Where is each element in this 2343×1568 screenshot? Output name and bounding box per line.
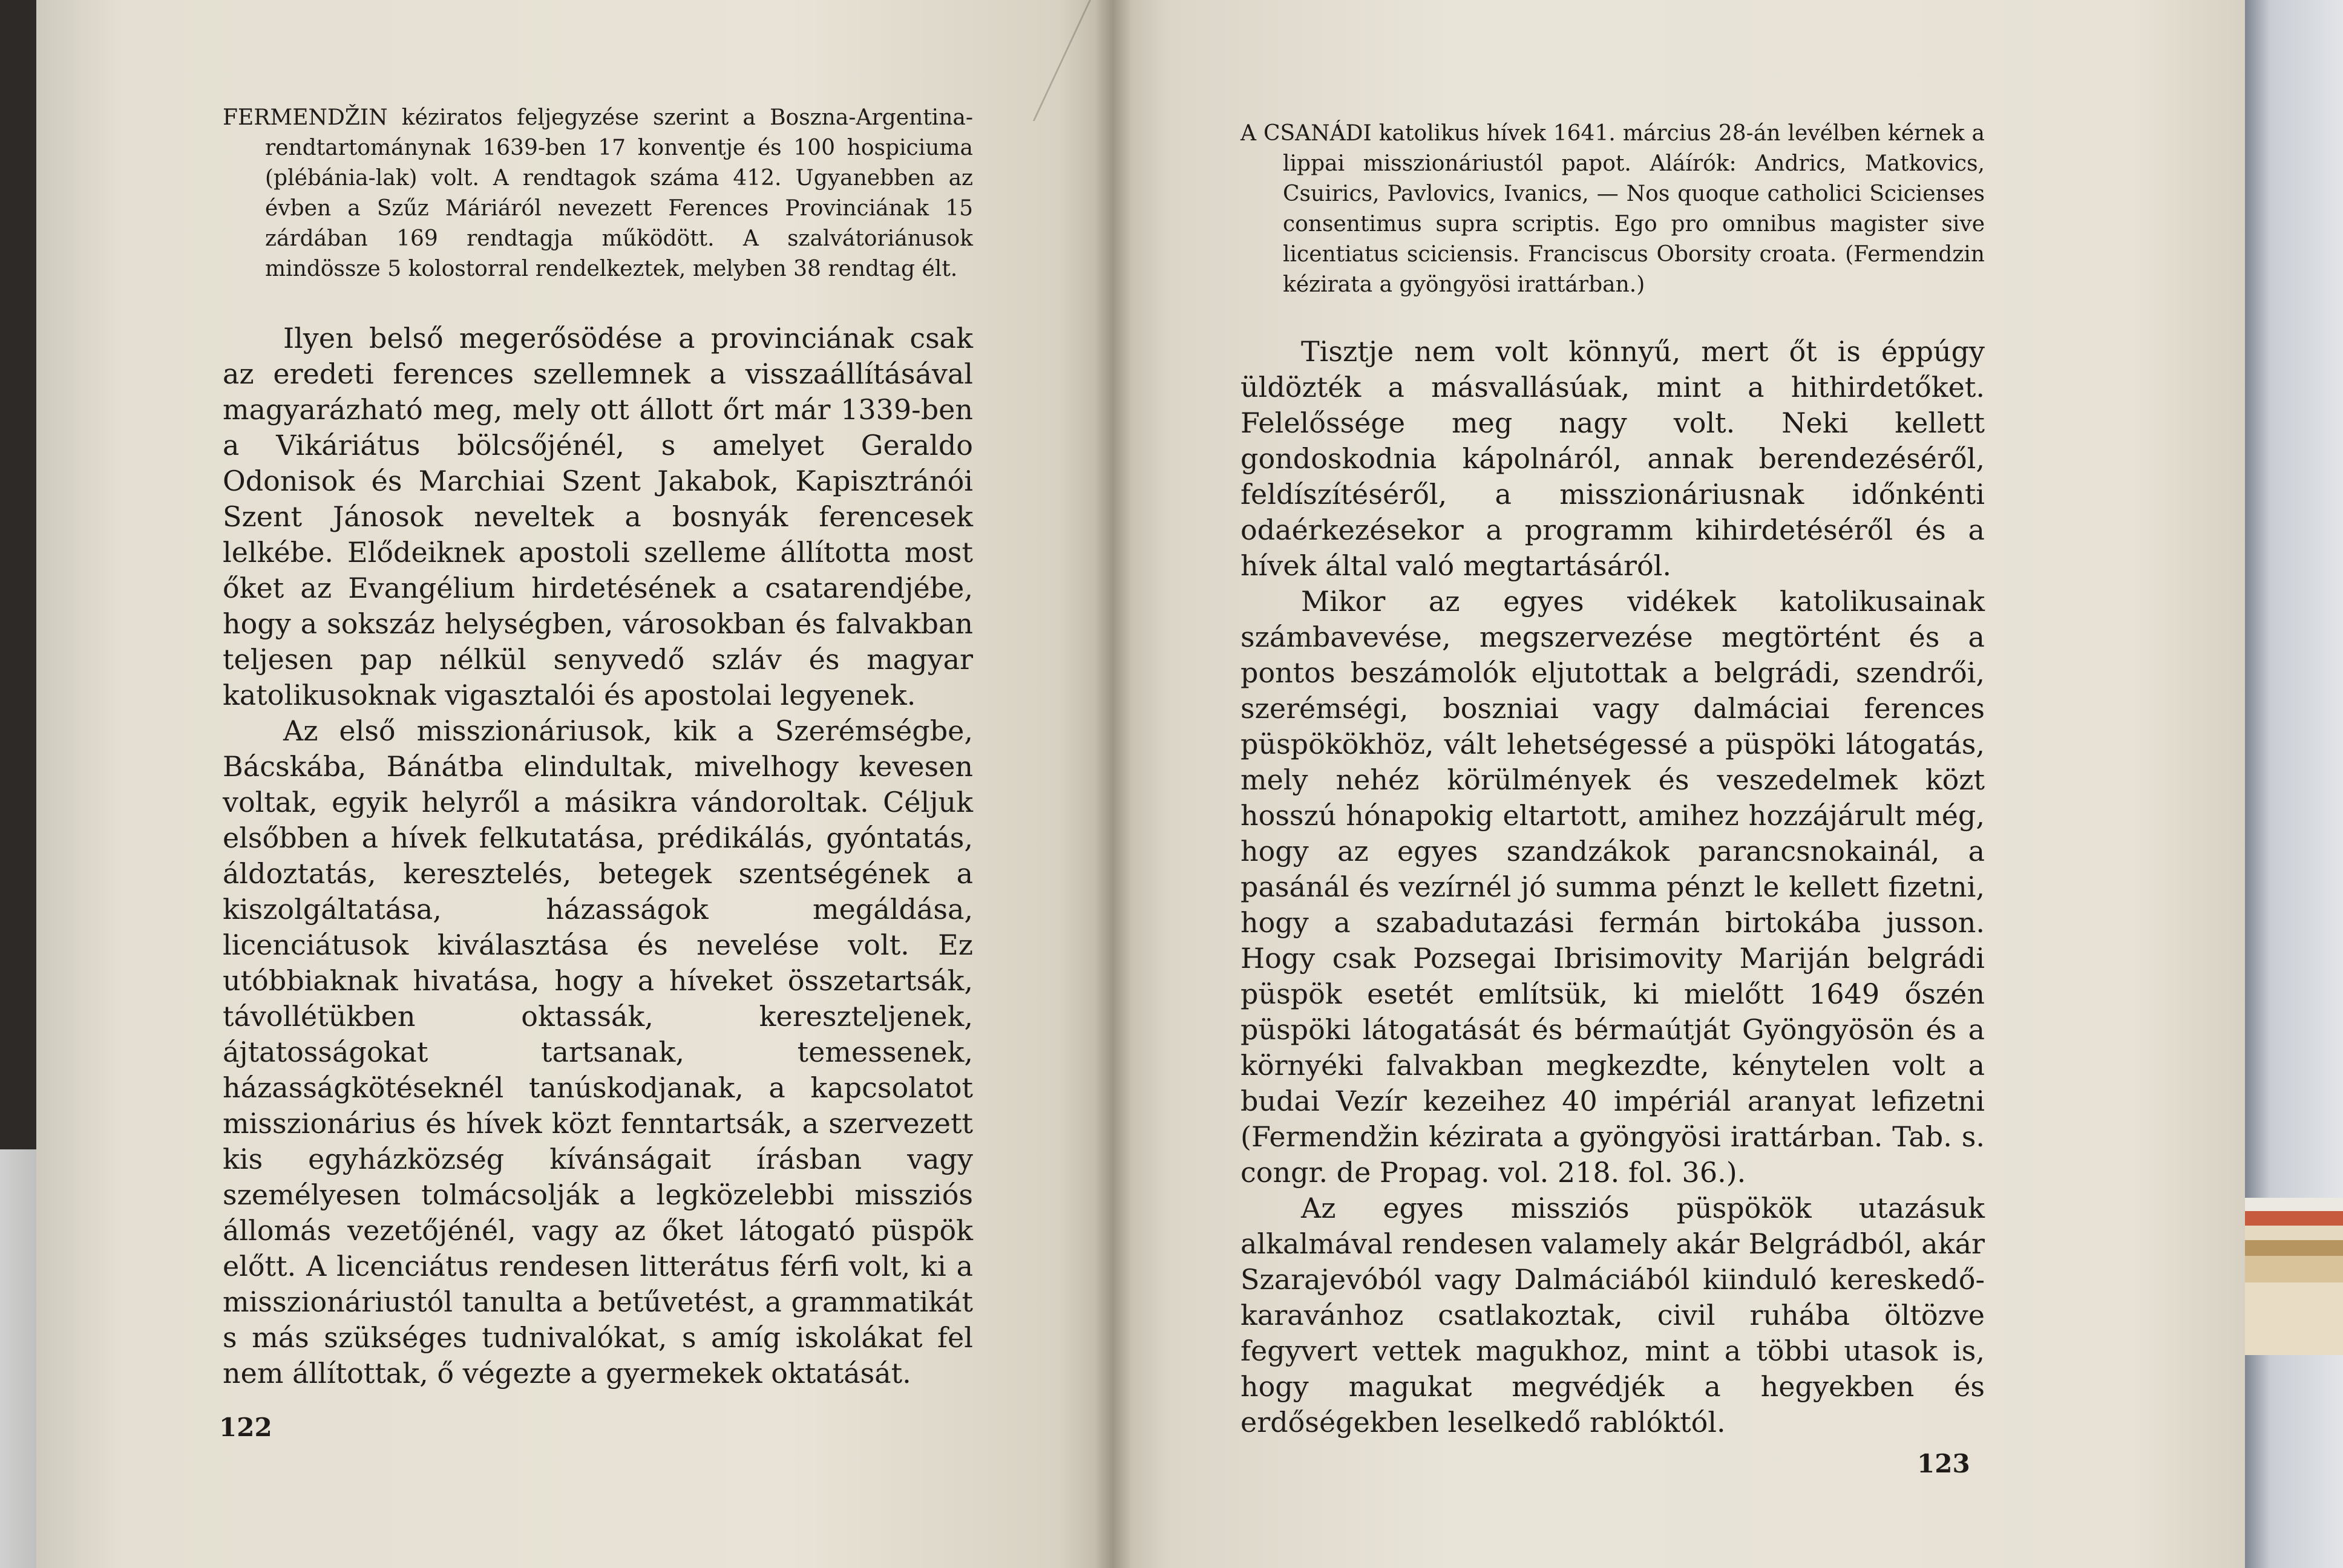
book-gutter [1095, 0, 1132, 1568]
left-paragraph-2: Az első misszionáriusok, kik a Szerémségbe, Bácskába, Bánátba elindultak, mivelhogy kevesen voltak, egyik helyről a másikra vándoroltak. Céljuk elsőbben a hívek felkutatása, prédikálás, gyóntatás, áldoztatás, keresztelés, betegek szentségének a kiszolgáltatása, házasságok megáldása, licenciátusok kiválasztása és nevelése volt. Ez utóbbiaknak hivatása, hogy a híveket összetartsák, távollétükben oktassák, kereszteljenek, ájtatosságokat tartsanak, temessenek, házasságkötéseknél tanúskodjanak, a kapcsolatot misszionárius és hívek közt fenntartsák, a szervezett kis egyházközség kívánságait írásban vagy személyesen tolmácsolják a legközelebbi missziós állomás vezetőjénél, vagy az őket látogató püspök előtt. A licenciátus rendesen litterátus férfi volt, ki a misszionáriustól tanulta a betűvetést, a grammatikát s más szükséges tudnivalókat, s amíg iskolákat fel nem állítottak, ő végezte a gyermekek oktatását. [223, 714, 973, 1390]
left-body-text [223, 321, 973, 1391]
right-paragraph-2: Mikor az egyes vidékek katolikusainak számbavevése, megszervezése megtörtént és a pontos beszámolók eljutottak a belgrádi, szendrői, szerémségi, boszniai vagy dalmáciai ferences püspökökhöz, vált lehetségessé a püspöki látogatás, mely nehéz körülmények és veszedelmek közt hosszú hónapokig eltartott, amihez hozzájárult még, hogy az egyes szandzákok parancsnokainál, a pasánál és vezírnél jó summa pénzt le kellett fizetni, hogy a szabadutazási fermán birtokába jusson. Hogy csak Pozsegai Ibrisimovity Mariján belgrádi püspök esetét említsük, ki mielőtt 1649 őszén püspöki látogatását és bérmaútját Gyöngyösön és a környéki falvakban megkezdte, kénytelen volt a budai Vezír kezeihez 40 impériál aranyat lefizetni (Fermendžin kézirata a gyöngyösi irattárban. Tab. s. congr. de Propag. vol. 218. fol. 36.). [1240, 585, 1985, 1189]
left-footnote-text: FERMENDŽIN kéziratos feljegyzése szerint a Boszna-Argentina-rendtartománynak 1639-ben 17 konventje és 100 hospiciuma (plébánia-lak) volt. A rendtagok száma 412. Ugyanebben az évben a Szűz Máriáról nevezett Ferences Provinciának 15 zárdában 169 rendtagja működött. A szalvátoriánusok mindössze 5 kolostorral rendelkeztek, melyben 38 rendtag élt. [223, 105, 973, 281]
left-footnote [223, 103, 973, 284]
left-paragraph-1: Ilyen belső megerősödése a provinciának csak az eredeti ferences szellemnek a visszaállításával magyarázható meg, mely ott állott őrt már 1339-ben a Vikáriátus bölcsőjénél, s amelyet Geraldo Odonisok és Marchiai Szent Jakabok, Kapisztránói Szent Jánosok neveltek a bosnyák ferencesek lelkébe. Elődeiknek apostoli szelleme állította most őket az Evangélium hirdetésének a csatarendjébe, hogy a sokszáz helységben, városokban és falvakban teljesen pap nélkül senyvedő szláv és magyar katolikusoknak vigasztalói és apostolai legyenek. [223, 322, 973, 711]
right-body-text [1240, 334, 1985, 1440]
right-footnote-text: A CSANÁDI katolikus hívek 1641. március 28-án levélben kérnek a lippai misszionáriustól papot. Aláírók: Andrics, Matkovics, Csuirics, Pavlovics, Ivanics, — Nos quoque catholici Scicienses consentimus supra scriptis. Ego pro omnibus magister sive licentiatus sciciensis. Franciscus Oborsity croata. (Fermendzin kézirata a gyöngyösi irattárban.) [1240, 121, 1985, 297]
right-page-number: 123 [1917, 1449, 1970, 1478]
left-page-number: 122 [219, 1413, 272, 1442]
right-footnote [1240, 119, 1985, 300]
right-paragraph-1: Tisztje nem volt könnyű, mert őt is éppúgy üldözték a másvallásúak, mint a hithirdetőket. Felelőssége meg nagy volt. Neki kellett gondoskodnia kápolnáról, annak berendezéséről, feldíszítéséről, a misszionáriusnak időnkénti odaérkezésekor a programm kihirdetéséről és a hívek által való megtartásáról. [1240, 335, 1985, 582]
right-paragraph-3: Az egyes missziós püspökök utazásuk alkalmával rendesen valamely akár Belgrádból, akár Szarajevóból vagy Dalmáciából kiinduló kereskedő-karavánhoz csatlakoztak, civil ruhába öltözve fegyvert vettek magukhoz, mint a többi utasok is, hogy magukat megvédjék a hegyekben és erdőségekben leselkedő rablóktól. [1240, 1192, 1985, 1439]
